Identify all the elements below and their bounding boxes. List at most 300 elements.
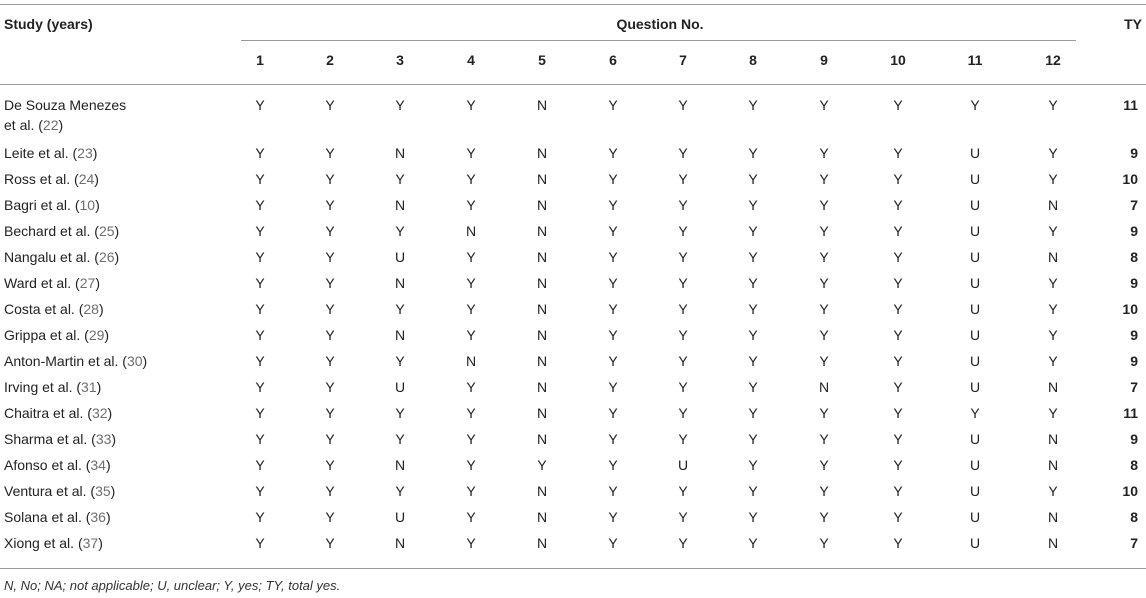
answer-cell: Y [819, 197, 829, 213]
total-yes-cell: 8 [1130, 457, 1138, 473]
answer-cell: Y [466, 457, 476, 473]
total-yes-cell: 9 [1130, 327, 1138, 343]
answer-cell: U [969, 457, 981, 473]
answer-cell: Y [678, 171, 688, 187]
answer-cell: Y [1048, 145, 1058, 161]
answer-cell: Y [325, 301, 335, 317]
total-yes-cell: 7 [1130, 535, 1138, 551]
reference-close: ) [58, 117, 64, 133]
answer-cell: Y [819, 535, 829, 551]
answer-cell: Y [325, 509, 335, 525]
study-cell [4, 299, 104, 319]
answer-cell: Y [608, 301, 618, 317]
reference-close: ) [92, 145, 98, 161]
answer-cell: Y [748, 405, 758, 421]
answer-cell: Y [608, 509, 618, 525]
study-cell [4, 455, 111, 475]
reference-link[interactable]: 24 [78, 171, 95, 187]
answer-cell: Y [819, 171, 829, 187]
reference-link[interactable]: 35 [95, 483, 111, 499]
answer-cell: Y [255, 509, 265, 525]
study-name: Bechard et al. ( [4, 223, 99, 239]
reference-close: ) [105, 509, 111, 525]
study-header: Study (years) [4, 16, 93, 32]
answer-cell: Y [325, 327, 335, 343]
answer-cell: Y [1048, 97, 1058, 113]
answer-cell: Y [608, 97, 618, 113]
reference-link[interactable]: 29 [88, 327, 105, 343]
question-group-rule [241, 40, 1076, 41]
question-number-3: 3 [396, 52, 404, 68]
answer-cell: N [1047, 379, 1059, 395]
answer-cell: Y [678, 379, 688, 395]
answer-cell: N [536, 483, 548, 499]
answer-cell: Y [325, 379, 335, 395]
total-yes-cell: 8 [1130, 509, 1138, 525]
study-cell [4, 325, 109, 345]
total-yes-cell: 11 [1123, 97, 1138, 113]
study-name: et al. ( [4, 117, 43, 133]
total-yes-cell: 9 [1130, 431, 1138, 447]
answer-cell: Y [466, 301, 476, 317]
answer-cell: Y [748, 431, 758, 447]
question-number-10: 10 [890, 52, 906, 68]
answer-cell: N [536, 97, 548, 113]
answer-cell: Y [466, 145, 476, 161]
answer-cell: Y [748, 457, 758, 473]
answer-cell: N [536, 275, 548, 291]
answer-cell: Y [819, 249, 829, 265]
answer-cell: U [969, 483, 981, 499]
answer-cell: Y [748, 327, 758, 343]
reference-close: ) [96, 379, 102, 395]
answer-cell: Y [1048, 301, 1058, 317]
answer-cell: Y [893, 275, 903, 291]
answer-cell: U [969, 379, 981, 395]
reference-close: ) [95, 197, 100, 213]
answer-cell: U [969, 249, 981, 265]
answer-cell: Y [893, 483, 903, 499]
top-rule [0, 4, 1146, 5]
answer-cell: Y [466, 97, 476, 113]
answer-cell: Y [819, 457, 829, 473]
answer-cell: Y [819, 275, 829, 291]
answer-cell: Y [893, 405, 903, 421]
answer-cell: Y [466, 249, 476, 265]
answer-cell: Y [748, 275, 758, 291]
total-yes-cell: 7 [1130, 197, 1138, 213]
answer-cell: Y [255, 275, 265, 291]
total-yes-cell: 11 [1123, 405, 1138, 421]
study-cell [4, 481, 115, 501]
answer-cell: Y [255, 327, 265, 343]
answer-cell: Y [678, 509, 688, 525]
study-name: Ventura et al. ( [4, 483, 96, 499]
reference-link[interactable]: 37 [82, 535, 99, 551]
study-name: Solana et al. ( [4, 509, 91, 525]
answer-cell: U [969, 301, 981, 317]
reference-close: ) [95, 275, 100, 291]
reference-link[interactable]: 23 [77, 145, 93, 161]
answer-cell: Y [893, 431, 903, 447]
answer-cell: Y [819, 301, 829, 317]
answer-cell: Y [255, 379, 265, 395]
reference-link[interactable]: 30 [126, 353, 143, 369]
study-cell [4, 169, 99, 189]
total-yes-cell: 8 [1130, 249, 1138, 265]
answer-cell: Y [893, 249, 903, 265]
answer-cell: U [677, 457, 689, 473]
answer-cell: Y [466, 431, 476, 447]
answer-cell: Y [748, 171, 758, 187]
answer-cell: U [969, 353, 981, 369]
answer-cell: U [969, 145, 981, 161]
reference-close: ) [142, 353, 148, 369]
answer-cell: Y [1048, 483, 1058, 499]
study-cell [4, 95, 126, 115]
reference-link[interactable]: 36 [90, 509, 106, 525]
answer-cell: Y [255, 223, 265, 239]
reference-link[interactable]: 31 [81, 379, 97, 395]
answer-cell: Y [748, 197, 758, 213]
answer-cell: Y [608, 275, 618, 291]
study-name: De Souza Menezes [4, 97, 127, 113]
answer-cell: Y [255, 457, 265, 473]
answer-cell: Y [608, 379, 618, 395]
answer-cell: Y [893, 197, 903, 213]
question-number-2: 2 [326, 52, 334, 68]
answer-cell: Y [325, 145, 335, 161]
total-yes-header: TY [1124, 16, 1142, 32]
answer-cell: U [969, 275, 981, 291]
study-name: Afonso et al. ( [4, 457, 91, 473]
reference-link[interactable]: 32 [91, 405, 108, 421]
total-yes-cell: 10 [1122, 171, 1138, 187]
study-cell [4, 195, 100, 215]
answer-cell: Y [537, 457, 547, 473]
answer-cell: Y [819, 431, 829, 447]
answer-cell: N [394, 535, 406, 551]
answer-cell: Y [893, 379, 903, 395]
answer-cell: U [969, 223, 981, 239]
study-cell [4, 533, 103, 553]
answer-cell: N [1047, 535, 1059, 551]
reference-link[interactable]: 26 [98, 249, 115, 265]
answer-cell: Y [325, 223, 335, 239]
answer-cell: Y [893, 353, 903, 369]
question-number-9: 9 [820, 52, 828, 68]
answer-cell: Y [678, 327, 688, 343]
answer-cell: Y [395, 97, 405, 113]
reference-close: ) [114, 223, 120, 239]
answer-cell: Y [395, 405, 405, 421]
answer-cell: Y [255, 483, 265, 499]
study-name: Sharma et al. ( [4, 431, 96, 447]
answer-cell: N [536, 535, 548, 551]
answer-cell: Y [395, 223, 405, 239]
answer-cell: Y [608, 145, 618, 161]
reference-link[interactable]: 22 [42, 117, 59, 133]
reference-link[interactable]: 25 [98, 223, 115, 239]
answer-cell: Y [748, 301, 758, 317]
answer-cell: N [536, 379, 548, 395]
answer-cell: Y [748, 145, 758, 161]
total-yes-cell: 7 [1130, 379, 1138, 395]
bottom-rule [0, 568, 1146, 569]
answer-cell: Y [395, 483, 405, 499]
study-name: Irving et al. ( [4, 379, 82, 395]
answer-cell: Y [678, 249, 688, 265]
answer-cell: Y [678, 405, 688, 421]
answer-cell: Y [325, 535, 335, 551]
answer-cell: Y [970, 97, 980, 113]
answer-cell: N [394, 197, 406, 213]
answer-cell: Y [819, 405, 829, 421]
answer-cell: Y [678, 197, 688, 213]
answer-cell: U [969, 197, 981, 213]
answer-cell: Y [466, 275, 476, 291]
study-name: Anton-Martin et al. ( [4, 353, 127, 369]
answer-cell: Y [466, 327, 476, 343]
answer-cell: Y [466, 509, 476, 525]
answer-cell: Y [255, 249, 265, 265]
reference-close: ) [98, 535, 103, 551]
study-name: Chaitra et al. ( [4, 405, 92, 421]
answer-cell: Y [255, 405, 265, 421]
answer-cell: N [536, 509, 548, 525]
answer-cell: U [394, 249, 406, 265]
answer-cell: Y [466, 535, 476, 551]
answer-cell: Y [893, 145, 903, 161]
reference-close: ) [98, 301, 104, 317]
answer-cell: Y [255, 535, 265, 551]
answer-cell: Y [395, 301, 405, 317]
answer-cell: U [969, 431, 981, 447]
answer-cell: Y [395, 171, 405, 187]
answer-cell: Y [1048, 223, 1058, 239]
answer-cell: N [536, 145, 548, 161]
reference-link[interactable]: 33 [95, 431, 112, 447]
study-cell [4, 429, 116, 449]
answer-cell: Y [893, 223, 903, 239]
answer-cell: N [536, 223, 548, 239]
answer-cell: U [969, 327, 981, 343]
answer-cell: Y [1048, 275, 1058, 291]
answer-cell: Y [1048, 327, 1058, 343]
answer-cell: N [536, 431, 548, 447]
answer-cell: Y [325, 275, 335, 291]
answer-cell: Y [1048, 353, 1058, 369]
answer-cell: Y [893, 535, 903, 551]
answer-cell: Y [466, 197, 476, 213]
answer-cell: Y [608, 353, 618, 369]
answer-cell: U [969, 535, 981, 551]
answer-cell: Y [466, 483, 476, 499]
question-number-6: 6 [609, 52, 617, 68]
answer-cell: Y [466, 379, 476, 395]
answer-cell: Y [748, 483, 758, 499]
answer-cell: Y [678, 145, 688, 161]
answer-cell: Y [893, 327, 903, 343]
reference-link[interactable]: 10 [79, 197, 96, 213]
reference-link[interactable]: 34 [90, 457, 106, 473]
answer-cell: N [536, 171, 548, 187]
reference-close: ) [104, 327, 110, 343]
answer-cell: Y [748, 353, 758, 369]
answer-cell: U [394, 509, 406, 525]
answer-cell: N [1047, 457, 1059, 473]
answer-cell: U [969, 509, 981, 525]
answer-cell: N [1047, 249, 1059, 265]
answer-cell: Y [608, 535, 618, 551]
answer-cell: Y [1048, 171, 1058, 187]
study-cell [4, 247, 119, 267]
reference-close: ) [111, 431, 117, 447]
answer-cell: Y [819, 509, 829, 525]
study-name: Grippa et al. ( [4, 327, 89, 343]
answer-cell: Y [819, 353, 829, 369]
reference-link[interactable]: 28 [83, 301, 99, 317]
answer-cell: Y [255, 171, 265, 187]
study-name: Costa et al. ( [4, 301, 84, 317]
answer-cell: Y [325, 197, 335, 213]
total-yes-cell: 9 [1130, 223, 1138, 239]
study-cell [4, 507, 111, 527]
study-cell [4, 273, 100, 293]
answer-cell: Y [325, 405, 335, 421]
answer-cell: Y [748, 509, 758, 525]
answer-cell: Y [608, 405, 618, 421]
question-number-7: 7 [679, 52, 687, 68]
answer-cell: Y [608, 249, 618, 265]
question-header: Question No. [616, 16, 704, 32]
answer-cell: N [465, 353, 477, 369]
answer-cell: Y [678, 275, 688, 291]
answer-cell: Y [893, 97, 903, 113]
answer-cell: Y [608, 171, 618, 187]
answer-cell: Y [325, 249, 335, 265]
answer-cell: Y [893, 457, 903, 473]
answer-cell: N [536, 197, 548, 213]
answer-cell: N [536, 327, 548, 343]
answer-cell: N [1047, 197, 1059, 213]
answer-cell: Y [608, 197, 618, 213]
answer-cell: Y [466, 405, 476, 421]
answer-cell: Y [678, 353, 688, 369]
answer-cell: N [818, 379, 830, 395]
study-cell [4, 143, 97, 163]
answer-cell: Y [255, 301, 265, 317]
question-number-8: 8 [749, 52, 757, 68]
answer-cell: Y [325, 483, 335, 499]
answer-cell: Y [255, 145, 265, 161]
question-number-1: 1 [256, 52, 264, 68]
reference-close: ) [107, 405, 113, 421]
answer-cell: N [465, 223, 477, 239]
answer-cell: Y [678, 431, 688, 447]
answer-cell: Y [893, 301, 903, 317]
answer-cell: Y [325, 353, 335, 369]
answer-cell: Y [819, 97, 829, 113]
answer-cell: Y [893, 509, 903, 525]
answer-cell: Y [819, 483, 829, 499]
answer-cell: U [969, 171, 981, 187]
answer-cell: N [536, 301, 548, 317]
answer-cell: Y [893, 171, 903, 187]
question-number-12: 12 [1045, 52, 1061, 68]
answer-cell: N [394, 275, 406, 291]
answer-cell: Y [395, 431, 405, 447]
answer-cell: Y [325, 97, 335, 113]
answer-cell: N [536, 353, 548, 369]
answer-cell: Y [678, 223, 688, 239]
answer-cell: Y [325, 171, 335, 187]
answer-cell: Y [748, 379, 758, 395]
answer-cell: Y [678, 301, 688, 317]
answer-cell: Y [819, 223, 829, 239]
answer-cell: Y [608, 483, 618, 499]
total-yes-cell: 10 [1122, 301, 1138, 317]
question-number-5: 5 [538, 52, 546, 68]
answer-cell: Y [608, 431, 618, 447]
answer-cell: Y [748, 249, 758, 265]
answer-cell: Y [608, 327, 618, 343]
answer-cell: Y [678, 535, 688, 551]
total-yes-cell: 9 [1130, 353, 1138, 369]
study-name: Ross et al. ( [4, 171, 79, 187]
study-name: Leite et al. ( [4, 145, 78, 161]
total-yes-cell: 9 [1130, 145, 1138, 161]
study-cell [4, 377, 101, 397]
reference-close: ) [105, 457, 111, 473]
study-name: Bagri et al. ( [4, 197, 80, 213]
answer-cell: N [394, 327, 406, 343]
footnote: N, No; NA; not applicable; U, unclear; Y, yes; TY, total yes. [4, 578, 341, 593]
answer-cell: Y [748, 97, 758, 113]
study-name: Nangalu et al. ( [4, 249, 99, 265]
reference-close: ) [110, 483, 116, 499]
answer-cell: Y [819, 327, 829, 343]
answer-cell: Y [608, 223, 618, 239]
study-cell [4, 351, 147, 371]
reference-link[interactable]: 27 [79, 275, 96, 291]
answer-cell: Y [325, 457, 335, 473]
answer-cell: Y [325, 431, 335, 447]
answer-cell: Y [395, 353, 405, 369]
total-yes-cell: 10 [1122, 483, 1138, 499]
answer-cell: N [394, 457, 406, 473]
answer-cell: N [1047, 509, 1059, 525]
answer-cell: Y [466, 171, 476, 187]
study-name: Xiong et al. ( [4, 535, 83, 551]
question-number-11: 11 [967, 52, 983, 68]
reference-close: ) [114, 249, 120, 265]
answer-cell: N [1047, 431, 1059, 447]
answer-cell: Y [1048, 405, 1058, 421]
total-yes-cell: 9 [1130, 275, 1138, 291]
study-cell [4, 403, 112, 423]
header-bottom-rule [0, 84, 1146, 85]
answer-cell: Y [255, 197, 265, 213]
answer-cell: Y [608, 457, 618, 473]
answer-cell: Y [748, 535, 758, 551]
answer-cell: Y [748, 223, 758, 239]
question-number-4: 4 [467, 52, 475, 68]
reference-close: ) [94, 171, 99, 187]
answer-cell: Y [970, 405, 980, 421]
answer-cell: Y [678, 483, 688, 499]
answer-cell: U [394, 379, 406, 395]
